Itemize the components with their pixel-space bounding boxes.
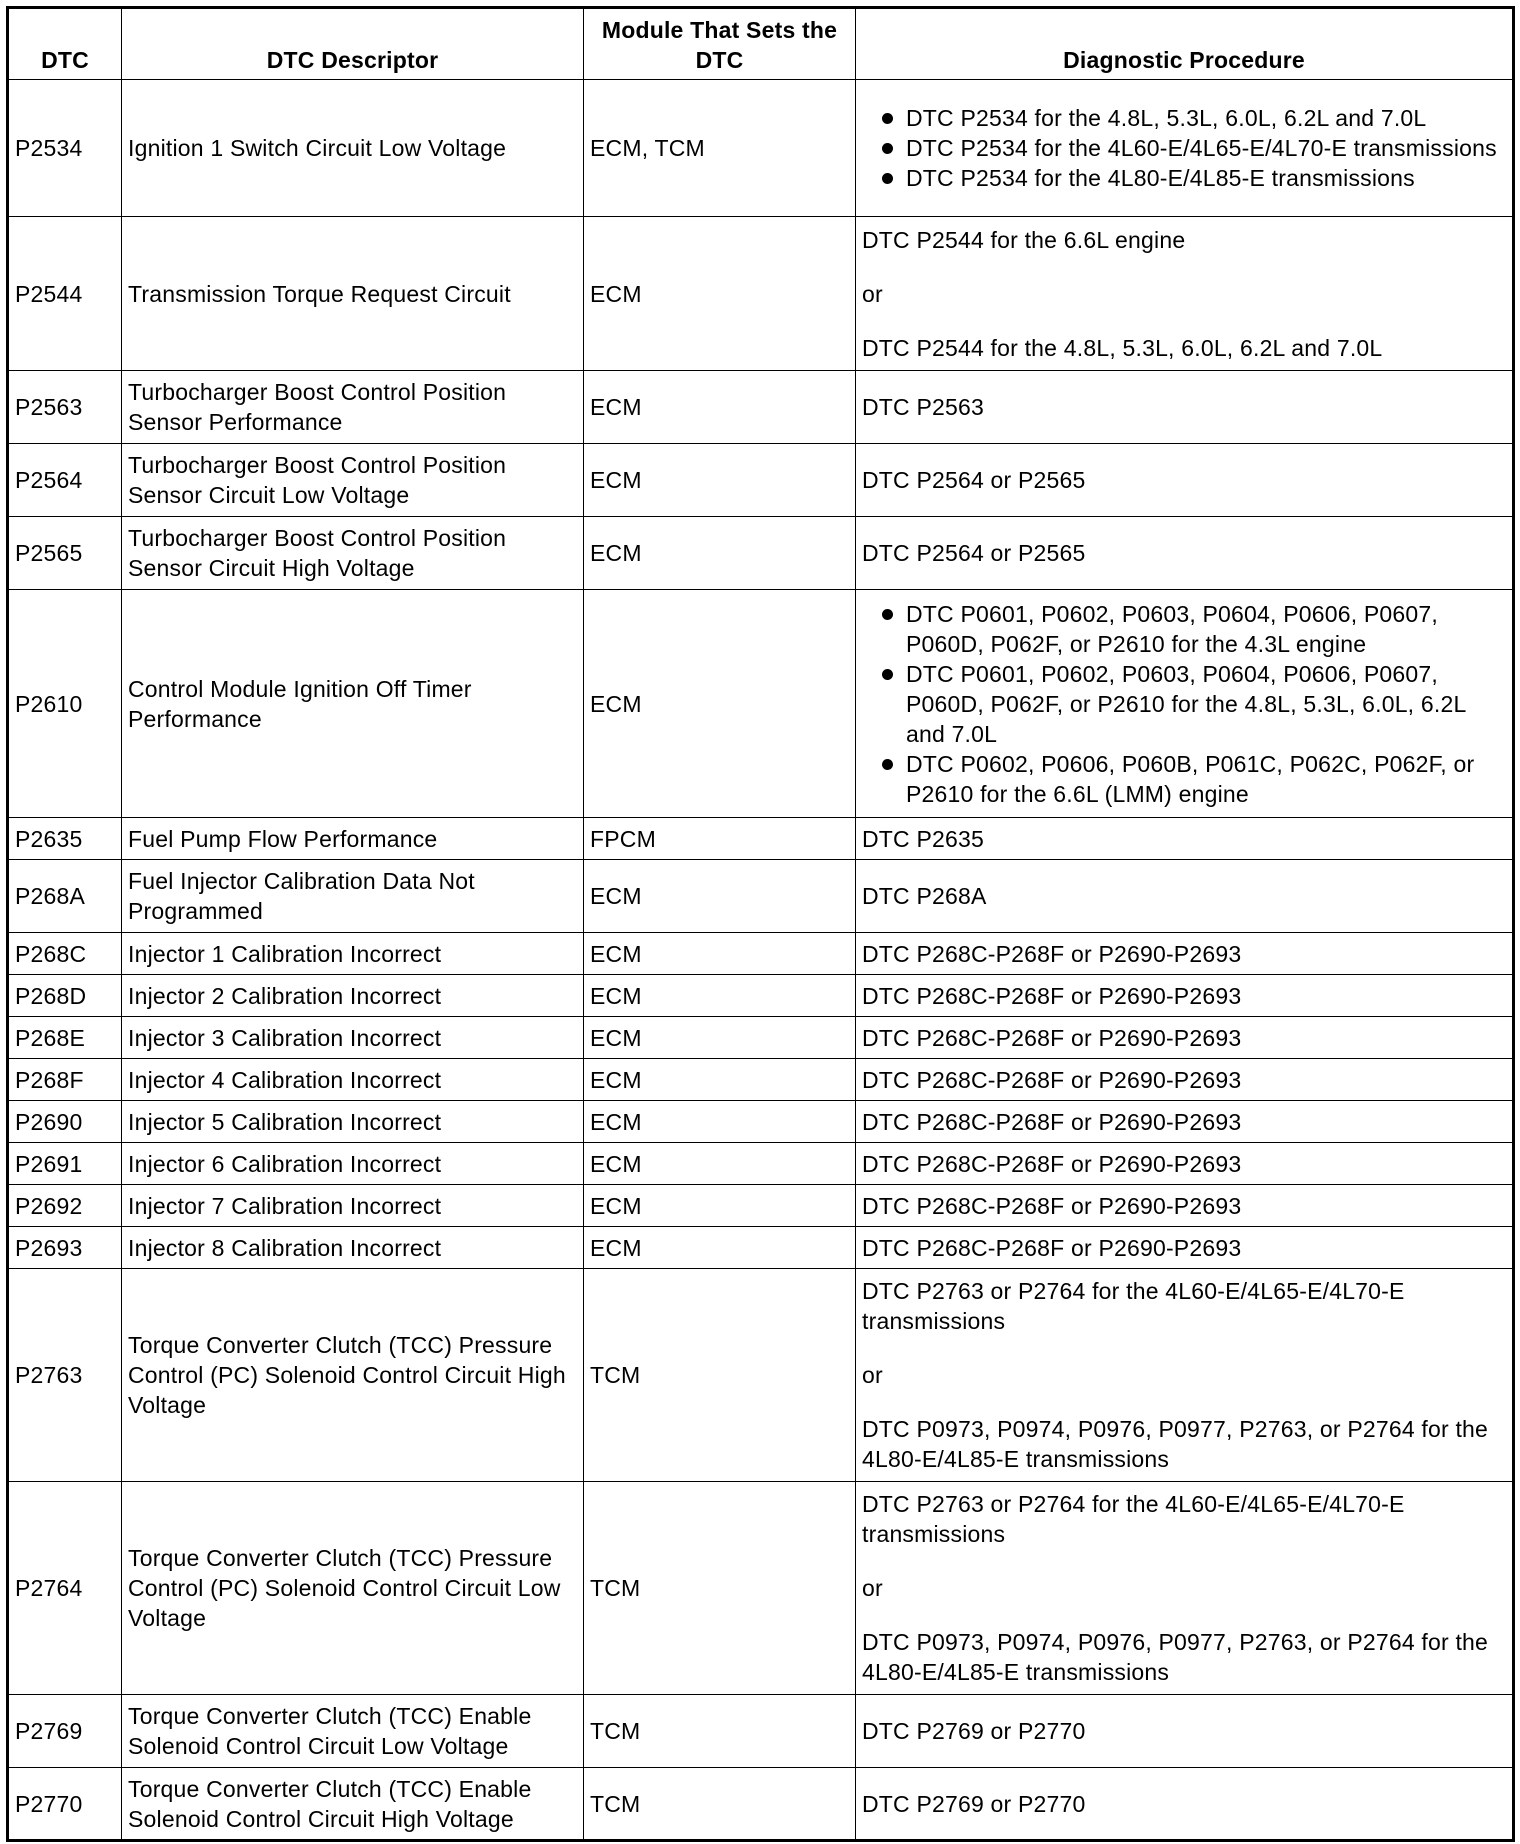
table-row (8, 860, 1514, 933)
diagnostic-procedure (856, 371, 1514, 444)
procedure-text: DTC P2544 for the 6.6L engine (862, 226, 1186, 253)
procedure-list-item (862, 103, 1506, 133)
table-row (8, 590, 1514, 818)
table-row (8, 80, 1514, 217)
procedure-text: DTC P268C-P268F or P2690-P2693 (862, 1066, 1242, 1093)
dtc-module: ECM (584, 371, 856, 444)
procedure-text: DTC P268C-P268F or P2690-P2693 (862, 940, 1242, 967)
dtc-descriptor: Turbocharger Boost Control Position Sensor Performance (122, 371, 584, 444)
diagnostic-procedure (856, 860, 1514, 933)
table-row (8, 517, 1514, 590)
procedure-text: DTC P2769 or P2770 (862, 1718, 1086, 1744)
table-row (8, 1059, 1514, 1101)
table-row (8, 444, 1514, 517)
table-row (8, 217, 1514, 371)
table-row (8, 975, 1514, 1017)
header-module: Module That Sets the DTC (584, 8, 856, 80)
dtc-code: P268E (8, 1017, 122, 1059)
dtc-descriptor: Fuel Injector Calibration Data Not Programmed (122, 860, 584, 933)
diagnostic-procedure (856, 1017, 1514, 1059)
table-row (8, 1017, 1514, 1059)
dtc-module: ECM (584, 1017, 856, 1059)
dtc-code: P268D (8, 975, 122, 1017)
procedure-list-item (862, 133, 1506, 163)
diagnostic-procedure (856, 975, 1514, 1017)
procedure-list-item (862, 659, 1506, 749)
procedure-text: DTC P2564 or P2565 (862, 467, 1086, 493)
dtc-module: ECM, TCM (584, 80, 856, 217)
table-row (8, 818, 1514, 860)
procedure-text: or (862, 280, 883, 307)
dtc-code: P2769 (8, 1695, 122, 1768)
diagnostic-procedure (856, 1059, 1514, 1101)
dtc-descriptor: Torque Converter Clutch (TCC) Pressure Control (PC) Solenoid Control Circuit Low Voltage (122, 1482, 584, 1695)
dtc-descriptor: Injector 3 Calibration Incorrect (122, 1017, 584, 1059)
dtc-code: P2763 (8, 1269, 122, 1482)
dtc-module: FPCM (584, 818, 856, 860)
table-row (8, 1482, 1514, 1695)
diagnostic-procedure (856, 1269, 1514, 1482)
diagnostic-procedure (856, 1143, 1514, 1185)
dtc-descriptor: Injector 6 Calibration Incorrect (122, 1143, 584, 1185)
dtc-code: P2764 (8, 1482, 122, 1695)
procedure-link-text: DTC P2534 for the 4L80-E/4L85-E transmissions (906, 165, 1415, 191)
header-descriptor: DTC Descriptor (122, 8, 584, 80)
dtc-descriptor: Control Module Ignition Off Timer Performance (122, 590, 584, 818)
dtc-code: P2690 (8, 1101, 122, 1143)
procedure-text: DTC P268C-P268F or P2690-P2693 (862, 1150, 1242, 1177)
dtc-descriptor: Torque Converter Clutch (TCC) Enable Solenoid Control Circuit Low Voltage (122, 1695, 584, 1768)
dtc-module: ECM (584, 1101, 856, 1143)
procedure-text: DTC P0973, P0974, P0976, P0977, P2763, or P2764 for the 4L80-E/4L85-E transmissions (862, 1629, 1489, 1685)
dtc-descriptor: Injector 8 Calibration Incorrect (122, 1227, 584, 1269)
procedure-text: DTC P2563 (862, 394, 984, 420)
dtc-descriptor: Torque Converter Clutch (TCC) Pressure Control (PC) Solenoid Control Circuit High Voltage (122, 1269, 584, 1482)
diagnostic-procedure (856, 818, 1514, 860)
dtc-descriptor: Injector 1 Calibration Incorrect (122, 933, 584, 975)
dtc-module: ECM (584, 1143, 856, 1185)
dtc-module: ECM (584, 517, 856, 590)
procedure-text: DTC P268C-P268F or P2690-P2693 (862, 1024, 1242, 1051)
dtc-module: ECM (584, 860, 856, 933)
dtc-table (6, 6, 1515, 1842)
dtc-module: ECM (584, 590, 856, 818)
dtc-descriptor: Injector 5 Calibration Incorrect (122, 1101, 584, 1143)
procedure-text: DTC P2635 (862, 825, 984, 852)
dtc-code: P2635 (8, 818, 122, 860)
dtc-descriptor: Injector 4 Calibration Incorrect (122, 1059, 584, 1101)
procedure-list-item (862, 749, 1506, 809)
dtc-module: ECM (584, 933, 856, 975)
dtc-code: P268C (8, 933, 122, 975)
dtc-code: P268F (8, 1059, 122, 1101)
dtc-module: TCM (584, 1482, 856, 1695)
dtc-code: P2691 (8, 1143, 122, 1185)
bullet-icon (882, 759, 893, 770)
procedure-text: DTC P268C-P268F or P2690-P2693 (862, 1108, 1242, 1135)
table-body (8, 80, 1514, 1841)
dtc-module: TCM (584, 1768, 856, 1841)
table-row (8, 1101, 1514, 1143)
diagnostic-procedure (856, 444, 1514, 517)
dtc-descriptor: Transmission Torque Request Circuit (122, 217, 584, 371)
procedure-text: or (862, 1362, 883, 1388)
procedure-text: DTC P2763 or P2764 for the 4L60-E/4L65-E/4L70-E transmissions (862, 1491, 1405, 1547)
bullet-icon (882, 669, 893, 680)
diagnostic-procedure (856, 80, 1514, 217)
dtc-descriptor: Turbocharger Boost Control Position Sensor Circuit Low Voltage (122, 444, 584, 517)
procedure-text: DTC P0973, P0974, P0976, P0977, P2763, or P2764 for the 4L80-E/4L85-E transmissions (862, 1416, 1489, 1472)
dtc-code: P2693 (8, 1227, 122, 1269)
dtc-descriptor: Ignition 1 Switch Circuit Low Voltage (122, 80, 584, 217)
procedure-link-text: DTC P0601, P0602, P0603, P0604, P0606, P0607, P060D, P062F, or P2610 for the 4.8L, 5.3L, 6.0L, 6.2L and 7.0L (906, 660, 1466, 747)
procedure-text: DTC P268C-P268F or P2690-P2693 (862, 1234, 1242, 1261)
header-dtc: DTC (8, 8, 122, 80)
diagnostic-procedure (856, 217, 1514, 371)
diagnostic-procedure (856, 1185, 1514, 1227)
dtc-descriptor: Fuel Pump Flow Performance (122, 818, 584, 860)
dtc-code: P2565 (8, 517, 122, 590)
dtc-module: ECM (584, 975, 856, 1017)
diagnostic-procedure (856, 1227, 1514, 1269)
dtc-module: ECM (584, 444, 856, 517)
dtc-descriptor: Injector 7 Calibration Incorrect (122, 1185, 584, 1227)
table-row (8, 1768, 1514, 1841)
dtc-code: P2563 (8, 371, 122, 444)
dtc-code: P2610 (8, 590, 122, 818)
procedure-link-text: DTC P0601, P0602, P0603, P0604, P0606, P0607, P060D, P062F, or P2610 for the 4.3L engine (906, 600, 1438, 657)
procedure-text: DTC P2544 for the 4.8L, 5.3L, 6.0L, 6.2L and 7.0L (862, 334, 1383, 361)
dtc-code: P2564 (8, 444, 122, 517)
diagnostic-procedure (856, 517, 1514, 590)
dtc-module: ECM (584, 217, 856, 371)
dtc-module: TCM (584, 1695, 856, 1768)
procedure-list (862, 103, 1506, 193)
dtc-module: ECM (584, 1059, 856, 1101)
diagnostic-procedure (856, 1695, 1514, 1768)
bullet-icon (882, 113, 893, 124)
dtc-code: P2770 (8, 1768, 122, 1841)
table-row (8, 1143, 1514, 1185)
table-row (8, 1185, 1514, 1227)
dtc-module: ECM (584, 1227, 856, 1269)
dtc-code: P268A (8, 860, 122, 933)
dtc-descriptor: Turbocharger Boost Control Position Sensor Circuit High Voltage (122, 517, 584, 590)
header-procedure: Diagnostic Procedure (856, 8, 1514, 80)
procedure-link-text: DTC P0602, P0606, P060B, P061C, P062C, P062F, or P2610 for the 6.6L (LMM) engine (906, 750, 1475, 807)
procedure-text: DTC P268C-P268F or P2690-P2693 (862, 982, 1242, 1009)
procedure-text: DTC P2769 or P2770 (862, 1790, 1086, 1817)
diagnostic-procedure (856, 1482, 1514, 1695)
diagnostic-procedure (856, 1768, 1514, 1841)
procedure-text: DTC P2564 or P2565 (862, 540, 1086, 566)
dtc-code: P2544 (8, 217, 122, 371)
table-row (8, 1695, 1514, 1768)
table-row (8, 371, 1514, 444)
diagnostic-procedure (856, 933, 1514, 975)
bullet-icon (882, 143, 893, 154)
procedure-text: or (862, 1575, 883, 1601)
dtc-descriptor: Injector 2 Calibration Incorrect (122, 975, 584, 1017)
procedure-list (862, 599, 1506, 809)
procedure-text: DTC P2763 or P2764 for the 4L60-E/4L65-E/4L70-E transmissions (862, 1278, 1405, 1334)
table-header-row (8, 8, 1514, 80)
dtc-module: ECM (584, 1185, 856, 1227)
procedure-list-item (862, 163, 1506, 193)
table-row (8, 1269, 1514, 1482)
procedure-link-text: DTC P2534 for the 4L60-E/4L65-E/4L70-E transmissions (906, 135, 1497, 161)
diagnostic-procedure (856, 590, 1514, 818)
table-row (8, 1227, 1514, 1269)
dtc-code: P2534 (8, 80, 122, 217)
dtc-code: P2692 (8, 1185, 122, 1227)
procedure-text: DTC P268A (862, 883, 987, 909)
procedure-list-item (862, 599, 1506, 659)
bullet-icon (882, 173, 893, 184)
table-row (8, 933, 1514, 975)
dtc-descriptor: Torque Converter Clutch (TCC) Enable Solenoid Control Circuit High Voltage (122, 1768, 584, 1841)
procedure-link-text: DTC P2534 for the 4.8L, 5.3L, 6.0L, 6.2L and 7.0L (906, 105, 1427, 131)
dtc-module: TCM (584, 1269, 856, 1482)
bullet-icon (882, 609, 893, 620)
procedure-text: DTC P268C-P268F or P2690-P2693 (862, 1192, 1242, 1219)
diagnostic-procedure (856, 1101, 1514, 1143)
